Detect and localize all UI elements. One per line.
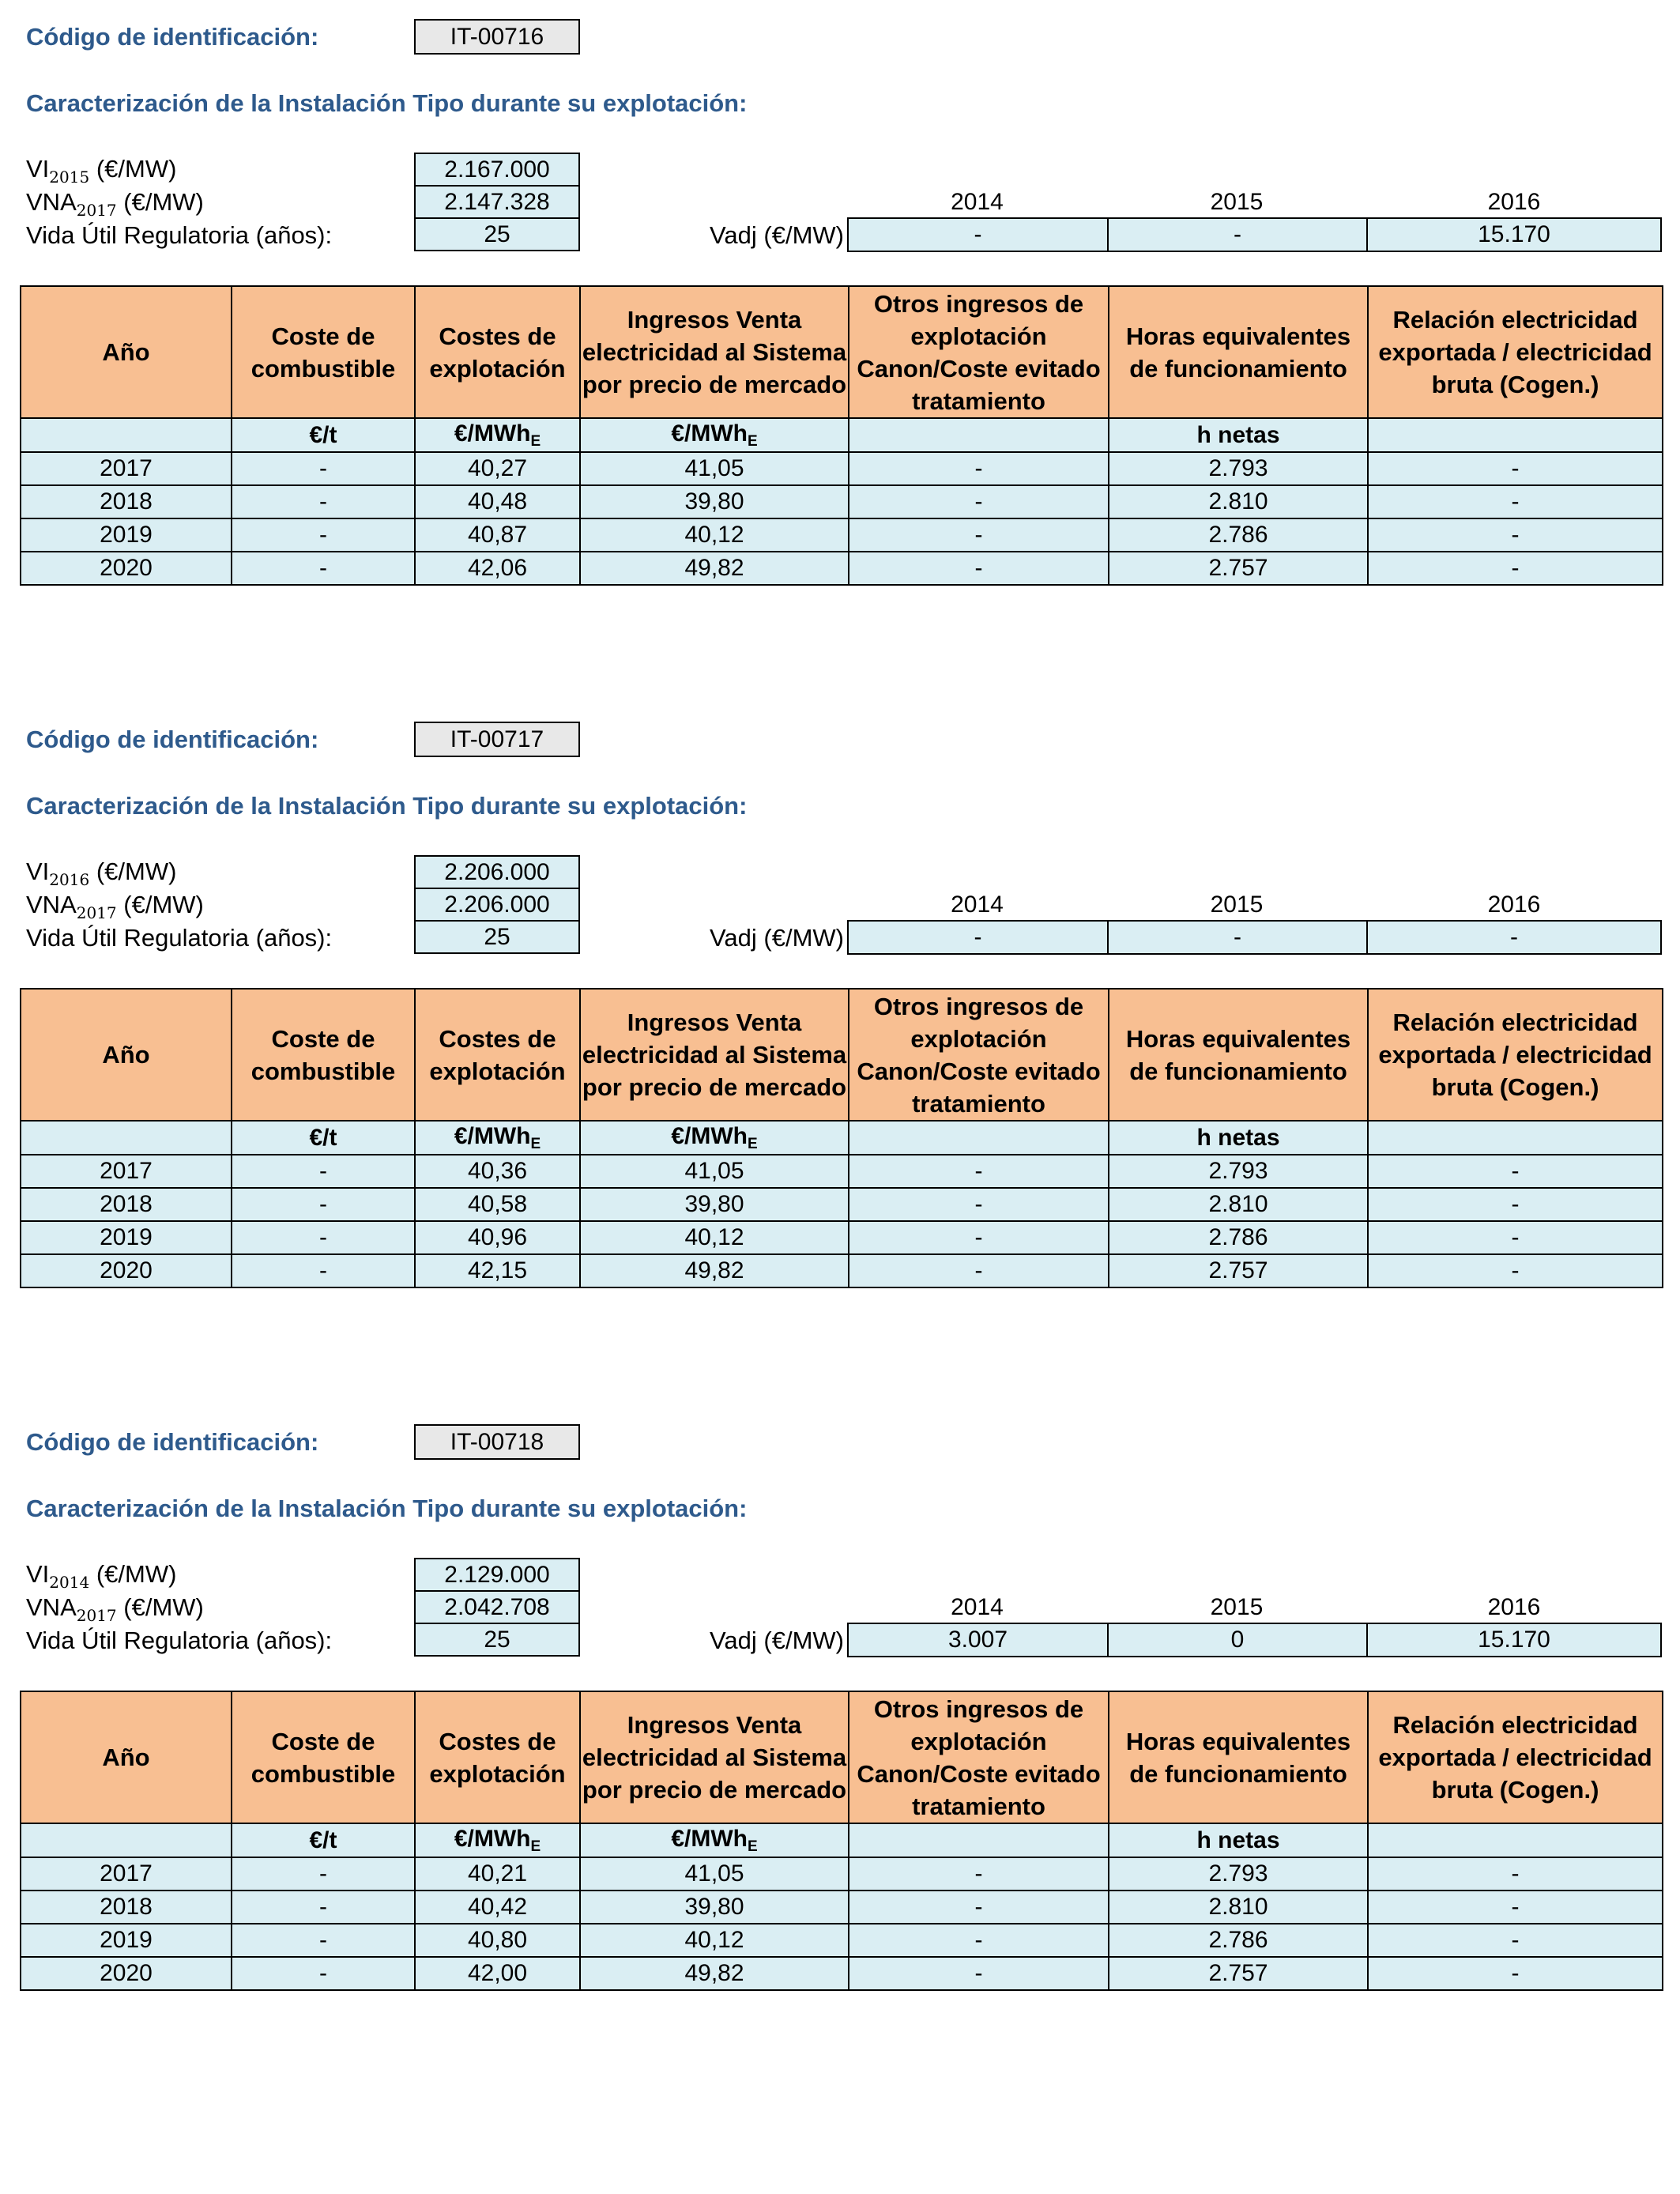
cell-coste-combustible: -	[232, 1924, 415, 1957]
table-row	[21, 1891, 1663, 1924]
vadj-value-2016: 15.170	[1366, 217, 1662, 252]
cell-horas-equivalentes: 2.786	[1109, 1221, 1368, 1254]
cell-relacion: -	[1368, 1891, 1663, 1924]
cell-horas-equivalentes: 2.786	[1109, 518, 1368, 552]
cell-ingresos-venta: 41,05	[580, 452, 849, 485]
table-units-row	[21, 1823, 1663, 1857]
cell-otros-ingresos: -	[849, 1254, 1109, 1287]
cell-otros-ingresos: -	[849, 552, 1109, 585]
vna-year-subscript: 2017	[76, 201, 117, 220]
cell-anio: 2019	[21, 1924, 232, 1957]
cell-anio: 2020	[21, 552, 232, 585]
cell-costes-explotacion: 42,06	[415, 552, 580, 585]
cell-horas-equivalentes: 2.757	[1109, 1957, 1368, 1990]
table-row	[21, 1254, 1663, 1287]
vi-label: $VI_{2015}$ (€/MW)	[26, 155, 177, 187]
vadj-label: Vadj (€/MW)	[710, 1627, 844, 1654]
cell-horas-equivalentes: 2.810	[1109, 1891, 1368, 1924]
unit-coste-combustible: €/t	[232, 1823, 415, 1857]
header-relacion: Relación electricidad exportada / electricidad bruta (Cogen.)	[1368, 1691, 1663, 1823]
cell-relacion: -	[1368, 1254, 1663, 1287]
header-coste-combustible: Coste de combustible	[232, 286, 415, 418]
header-otros-ingresos: Otros ingresos de explotación Canon/Coste evitado tratamiento	[849, 286, 1109, 418]
unit-coste-combustible: €/t	[232, 1121, 415, 1155]
header-horas-equivalentes: Horas equivalentes de funcionamiento	[1109, 989, 1368, 1121]
unit-anio	[21, 1121, 232, 1155]
header-costes-explotacion: Costes de explotación	[415, 1691, 580, 1823]
unit-horas-equivalentes: h netas	[1109, 1121, 1368, 1155]
cell-anio: 2018	[21, 485, 232, 518]
header-horas-equivalentes: Horas equivalentes de funcionamiento	[1109, 286, 1368, 418]
cell-horas-equivalentes: 2.793	[1109, 1857, 1368, 1891]
cell-otros-ingresos: -	[849, 1188, 1109, 1221]
cell-ingresos-venta: 49,82	[580, 1254, 849, 1287]
cell-coste-combustible: -	[232, 1188, 415, 1221]
caracterizacion-heading: Caracterización de la Instalación Tipo durante su explotación:	[26, 89, 748, 117]
vi-value: 2.167.000	[414, 153, 580, 187]
installation-block	[0, 0, 1680, 703]
table-header-row	[21, 989, 1663, 1121]
cell-costes-explotacion: 40,96	[415, 1221, 580, 1254]
vna-value: 2.042.708	[414, 1590, 580, 1624]
cell-relacion: -	[1368, 1957, 1663, 1990]
cell-coste-combustible: -	[232, 518, 415, 552]
vida-util-label: Vida Útil Regulatoria (años):	[26, 924, 333, 952]
cell-anio: 2017	[21, 1857, 232, 1891]
cell-anio: 2020	[21, 1957, 232, 1990]
vadj-label: Vadj (€/MW)	[710, 924, 844, 952]
cell-relacion: -	[1368, 1155, 1663, 1188]
vadj-value-2015: 0	[1107, 1623, 1368, 1657]
vadj-year-2014: 2014	[951, 1594, 1004, 1620]
vadj-year-2015: 2015	[1210, 892, 1264, 918]
unit-otros-ingresos	[849, 1121, 1109, 1155]
caracterizacion-heading: Caracterización de la Instalación Tipo durante su explotación:	[26, 1495, 748, 1522]
vna-label: $VNA_{2017}$ (€/MW)	[26, 188, 204, 220]
cell-horas-equivalentes: 2.793	[1109, 452, 1368, 485]
vadj-year-2014: 2014	[951, 189, 1004, 215]
vi-year-subscript: 2016	[49, 870, 90, 889]
cell-relacion: -	[1368, 1924, 1663, 1957]
cell-ingresos-venta: 41,05	[580, 1155, 849, 1188]
cell-coste-combustible: -	[232, 1891, 415, 1924]
table-row	[21, 518, 1663, 552]
cell-horas-equivalentes: 2.793	[1109, 1155, 1368, 1188]
header-otros-ingresos: Otros ingresos de explotación Canon/Coste evitado tratamiento	[849, 989, 1109, 1121]
unit-anio	[21, 1823, 232, 1857]
vna-label: $VNA_{2017}$ (€/MW)	[26, 891, 204, 922]
header-relacion: Relación electricidad exportada / electricidad bruta (Cogen.)	[1368, 989, 1663, 1121]
data-table	[20, 988, 1663, 1288]
unit-ingresos-venta: €/MWh$_E$	[580, 418, 849, 452]
cell-coste-combustible: -	[232, 1857, 415, 1891]
unit-ingresos-venta: €/MWh$_E$	[580, 1823, 849, 1857]
data-table	[20, 285, 1663, 586]
cell-relacion: -	[1368, 518, 1663, 552]
table-row	[21, 1857, 1663, 1891]
header-relacion: Relación electricidad exportada / electricidad bruta (Cogen.)	[1368, 286, 1663, 418]
cell-horas-equivalentes: 2.757	[1109, 1254, 1368, 1287]
vadj-year-2015: 2015	[1210, 1594, 1264, 1620]
vida-util-label: Vida Útil Regulatoria (años):	[26, 1627, 333, 1654]
cell-otros-ingresos: -	[849, 1891, 1109, 1924]
vi-value: 2.129.000	[414, 1558, 580, 1592]
vadj-value-2016: -	[1366, 920, 1662, 955]
cell-relacion: -	[1368, 1188, 1663, 1221]
vadj-year-2016: 2016	[1487, 1594, 1541, 1620]
vna-year-subscript: 2017	[76, 1606, 117, 1625]
table-row	[21, 552, 1663, 585]
cell-coste-combustible: -	[232, 1155, 415, 1188]
table-header-row	[21, 286, 1663, 418]
cell-otros-ingresos: -	[849, 452, 1109, 485]
codigo-value: IT-00716	[414, 19, 580, 55]
vadj-year-2014: 2014	[951, 892, 1004, 918]
cell-otros-ingresos: -	[849, 1924, 1109, 1957]
cell-horas-equivalentes: 2.810	[1109, 1188, 1368, 1221]
cell-relacion: -	[1368, 452, 1663, 485]
table-units-row	[21, 418, 1663, 452]
unit-coste-combustible: €/t	[232, 418, 415, 452]
vi-label: $VI_{2016}$ (€/MW)	[26, 858, 177, 889]
unit-horas-equivalentes: h netas	[1109, 1823, 1368, 1857]
vadj-label: Vadj (€/MW)	[710, 221, 844, 249]
codigo-label: Código de identificación:	[26, 726, 319, 753]
installation-block	[0, 703, 1680, 1406]
unit-otros-ingresos	[849, 418, 1109, 452]
cell-ingresos-venta: 40,12	[580, 1924, 849, 1957]
unit-anio	[21, 418, 232, 452]
table-row	[21, 1188, 1663, 1221]
header-otros-ingresos: Otros ingresos de explotación Canon/Coste evitado tratamiento	[849, 1691, 1109, 1823]
cell-otros-ingresos: -	[849, 518, 1109, 552]
unit-relacion	[1368, 1823, 1663, 1857]
installation-block	[0, 1405, 1680, 2109]
vi-year-subscript: 2015	[49, 168, 90, 187]
unit-ingresos-venta: €/MWh$_E$	[580, 1121, 849, 1155]
header-anio: Año	[21, 1691, 232, 1823]
cell-otros-ingresos: -	[849, 485, 1109, 518]
vadj-value-2015: -	[1107, 217, 1368, 252]
unit-costes-explotacion: €/MWh$_E$	[415, 1823, 580, 1857]
cell-costes-explotacion: 40,48	[415, 485, 580, 518]
table-row	[21, 1155, 1663, 1188]
header-coste-combustible: Coste de combustible	[232, 989, 415, 1121]
table-row	[21, 452, 1663, 485]
cell-ingresos-venta: 40,12	[580, 1221, 849, 1254]
cell-costes-explotacion: 40,36	[415, 1155, 580, 1188]
cell-otros-ingresos: -	[849, 1957, 1109, 1990]
unit-costes-explotacion: €/MWh$_E$	[415, 1121, 580, 1155]
unit-relacion	[1368, 418, 1663, 452]
vadj-value-2014: -	[847, 217, 1109, 252]
cell-horas-equivalentes: 2.786	[1109, 1924, 1368, 1957]
unit-horas-equivalentes: h netas	[1109, 418, 1368, 452]
cell-anio: 2019	[21, 518, 232, 552]
header-costes-explotacion: Costes de explotación	[415, 286, 580, 418]
vadj-year-2015: 2015	[1210, 189, 1264, 215]
vna-value: 2.147.328	[414, 185, 580, 219]
vadj-value-2015: -	[1107, 920, 1368, 955]
cell-horas-equivalentes: 2.757	[1109, 552, 1368, 585]
cell-anio: 2020	[21, 1254, 232, 1287]
table-row	[21, 1957, 1663, 1990]
unit-relacion	[1368, 1121, 1663, 1155]
data-table	[20, 1691, 1663, 1991]
vida-util-value: 25	[414, 920, 580, 954]
cell-anio: 2019	[21, 1221, 232, 1254]
cell-coste-combustible: -	[232, 1221, 415, 1254]
cell-costes-explotacion: 40,42	[415, 1891, 580, 1924]
vida-util-value: 25	[414, 217, 580, 251]
cell-costes-explotacion: 40,80	[415, 1924, 580, 1957]
cell-ingresos-venta: 39,80	[580, 1891, 849, 1924]
cell-otros-ingresos: -	[849, 1857, 1109, 1891]
cell-anio: 2017	[21, 452, 232, 485]
caracterizacion-heading: Caracterización de la Instalación Tipo durante su explotación:	[26, 792, 748, 820]
codigo-label: Código de identificación:	[26, 1428, 319, 1456]
cell-coste-combustible: -	[232, 1254, 415, 1287]
table-row	[21, 485, 1663, 518]
cell-coste-combustible: -	[232, 552, 415, 585]
vadj-value-2014: 3.007	[847, 1623, 1109, 1657]
cell-costes-explotacion: 40,58	[415, 1188, 580, 1221]
cell-ingresos-venta: 41,05	[580, 1857, 849, 1891]
unit-otros-ingresos	[849, 1823, 1109, 1857]
header-ingresos-venta: Ingresos Venta electricidad al Sistema por precio de mercado	[580, 989, 849, 1121]
table-row	[21, 1221, 1663, 1254]
cell-ingresos-venta: 49,82	[580, 552, 849, 585]
table-units-row	[21, 1121, 1663, 1155]
cell-costes-explotacion: 42,00	[415, 1957, 580, 1990]
cell-relacion: -	[1368, 552, 1663, 585]
codigo-label: Código de identificación:	[26, 23, 319, 51]
header-anio: Año	[21, 286, 232, 418]
cell-anio: 2018	[21, 1891, 232, 1924]
header-horas-equivalentes: Horas equivalentes de funcionamiento	[1109, 1691, 1368, 1823]
cell-costes-explotacion: 40,21	[415, 1857, 580, 1891]
table-header-row	[21, 1691, 1663, 1823]
codigo-value: IT-00718	[414, 1424, 580, 1460]
vadj-year-2016: 2016	[1487, 892, 1541, 918]
cell-ingresos-venta: 39,80	[580, 485, 849, 518]
cell-anio: 2018	[21, 1188, 232, 1221]
cell-horas-equivalentes: 2.810	[1109, 485, 1368, 518]
vna-value: 2.206.000	[414, 888, 580, 922]
cell-costes-explotacion: 40,27	[415, 452, 580, 485]
cell-relacion: -	[1368, 1857, 1663, 1891]
cell-ingresos-venta: 40,12	[580, 518, 849, 552]
unit-costes-explotacion: €/MWh$_E$	[415, 418, 580, 452]
cell-relacion: -	[1368, 1221, 1663, 1254]
vida-util-value: 25	[414, 1623, 580, 1657]
table-row	[21, 1924, 1663, 1957]
vna-label: $VNA_{2017}$ (€/MW)	[26, 1593, 204, 1625]
header-ingresos-venta: Ingresos Venta electricidad al Sistema por precio de mercado	[580, 286, 849, 418]
cell-costes-explotacion: 40,87	[415, 518, 580, 552]
vadj-value-2016: 15.170	[1366, 1623, 1662, 1657]
vida-util-label: Vida Útil Regulatoria (años):	[26, 221, 333, 249]
cell-otros-ingresos: -	[849, 1221, 1109, 1254]
cell-coste-combustible: -	[232, 1957, 415, 1990]
cell-relacion: -	[1368, 485, 1663, 518]
vi-value: 2.206.000	[414, 855, 580, 889]
header-anio: Año	[21, 989, 232, 1121]
cell-ingresos-venta: 49,82	[580, 1957, 849, 1990]
cell-anio: 2017	[21, 1155, 232, 1188]
cell-coste-combustible: -	[232, 485, 415, 518]
cell-ingresos-venta: 39,80	[580, 1188, 849, 1221]
header-ingresos-venta: Ingresos Venta electricidad al Sistema por precio de mercado	[580, 1691, 849, 1823]
header-coste-combustible: Coste de combustible	[232, 1691, 415, 1823]
cell-costes-explotacion: 42,15	[415, 1254, 580, 1287]
vi-label: $VI_{2014}$ (€/MW)	[26, 1560, 177, 1592]
vadj-year-2016: 2016	[1487, 189, 1541, 215]
cell-otros-ingresos: -	[849, 1155, 1109, 1188]
codigo-value: IT-00717	[414, 722, 580, 757]
vadj-value-2014: -	[847, 920, 1109, 955]
cell-coste-combustible: -	[232, 452, 415, 485]
vna-year-subscript: 2017	[76, 903, 117, 922]
header-costes-explotacion: Costes de explotación	[415, 989, 580, 1121]
vi-year-subscript: 2014	[49, 1573, 90, 1592]
